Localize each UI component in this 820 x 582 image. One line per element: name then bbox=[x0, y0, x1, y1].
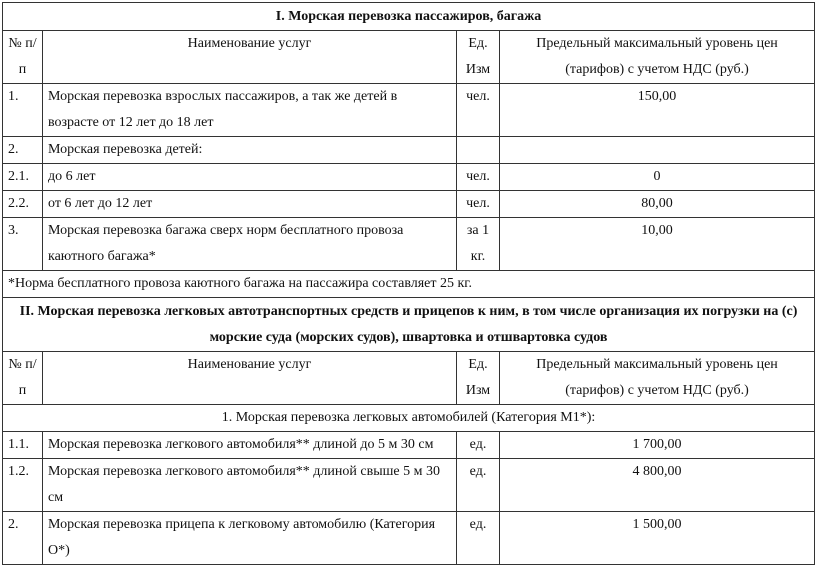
row-unit: ед. bbox=[457, 512, 500, 565]
row-price: 80,00 bbox=[500, 191, 815, 218]
header-num: № п/п bbox=[3, 352, 43, 405]
table-row bbox=[3, 218, 815, 271]
header-price: Предельный максимальный уровень цен (тарифов) с учетом НДС (руб.) bbox=[500, 352, 815, 405]
row-unit: ед. bbox=[457, 432, 500, 459]
row-name: Морская перевозка прицепа к легковому автомобилю (Категория О*) bbox=[43, 512, 457, 565]
row-name: Морская перевозка взрослых пассажиров, а так же детей в возрасте от 12 лет до 18 лет bbox=[43, 84, 457, 137]
section-1-note-row bbox=[3, 271, 815, 298]
tariff-table bbox=[2, 2, 815, 565]
header-unit: Ед. Изм bbox=[457, 31, 500, 84]
table-row bbox=[3, 459, 815, 512]
row-price: 0 bbox=[500, 164, 815, 191]
header-unit: Ед. Изм bbox=[457, 352, 500, 405]
row-name: Морская перевозка детей: bbox=[43, 137, 457, 164]
row-unit bbox=[457, 137, 500, 164]
section-2-header-row bbox=[3, 352, 815, 405]
row-name: от 6 лет до 12 лет bbox=[43, 191, 457, 218]
row-num: 3. bbox=[3, 218, 43, 271]
row-price: 10,00 bbox=[500, 218, 815, 271]
table-row bbox=[3, 191, 815, 218]
row-name: Морская перевозка багажа сверх норм бесплатного провоза каютного багажа* bbox=[43, 218, 457, 271]
header-name: Наименование услуг bbox=[43, 352, 457, 405]
row-price bbox=[500, 137, 815, 164]
row-num: 2.2. bbox=[3, 191, 43, 218]
row-unit: ед. bbox=[457, 459, 500, 512]
row-price: 1 500,00 bbox=[500, 512, 815, 565]
row-num: 1.1. bbox=[3, 432, 43, 459]
row-unit: чел. bbox=[457, 191, 500, 218]
table-row bbox=[3, 137, 815, 164]
row-num: 2. bbox=[3, 512, 43, 565]
header-num: № п/п bbox=[3, 31, 43, 84]
row-price: 150,00 bbox=[500, 84, 815, 137]
row-name: Морская перевозка легкового автомобиля** длиной до 5 м 30 см bbox=[43, 432, 457, 459]
row-num: 1. bbox=[3, 84, 43, 137]
passenger-cars-subheading: 1. Морская перевозка легковых автомобилей (Категория М1*): bbox=[3, 405, 815, 432]
row-price: 4 800,00 bbox=[500, 459, 815, 512]
row-price: 1 700,00 bbox=[500, 432, 815, 459]
row-unit: чел. bbox=[457, 84, 500, 137]
row-num: 1.2. bbox=[3, 459, 43, 512]
row-num: 2.1. bbox=[3, 164, 43, 191]
section-1-title-row bbox=[3, 3, 815, 31]
table-row bbox=[3, 512, 815, 565]
header-price: Предельный максимальный уровень цен (тарифов) с учетом НДС (руб.) bbox=[500, 31, 815, 84]
row-name: Морская перевозка легкового автомобиля** длиной свыше 5 м 30 см bbox=[43, 459, 457, 512]
row-name: до 6 лет bbox=[43, 164, 457, 191]
row-num: 2. bbox=[3, 137, 43, 164]
section-2-title-row bbox=[3, 298, 815, 352]
section-2-subheading-row bbox=[3, 405, 815, 432]
header-name: Наименование услуг bbox=[43, 31, 457, 84]
section-2-title: II. Морская перевозка легковых автотранспортных средств и прицепов к ним, в том числе организация их погрузки на (с) морские суда (морских судов), швартовка и отшвартовка судов bbox=[3, 298, 815, 352]
row-unit: чел. bbox=[457, 164, 500, 191]
baggage-note: *Норма бесплатного провоза каютного багажа на пассажира составляет 25 кг. bbox=[3, 271, 815, 298]
table-row bbox=[3, 164, 815, 191]
table-row bbox=[3, 84, 815, 137]
section-1-title: I. Морская перевозка пассажиров, багажа bbox=[3, 3, 815, 31]
table-row bbox=[3, 432, 815, 459]
section-1-header-row bbox=[3, 31, 815, 84]
tariff-table-container bbox=[2, 2, 814, 565]
row-unit: за 1 кг. bbox=[457, 218, 500, 271]
